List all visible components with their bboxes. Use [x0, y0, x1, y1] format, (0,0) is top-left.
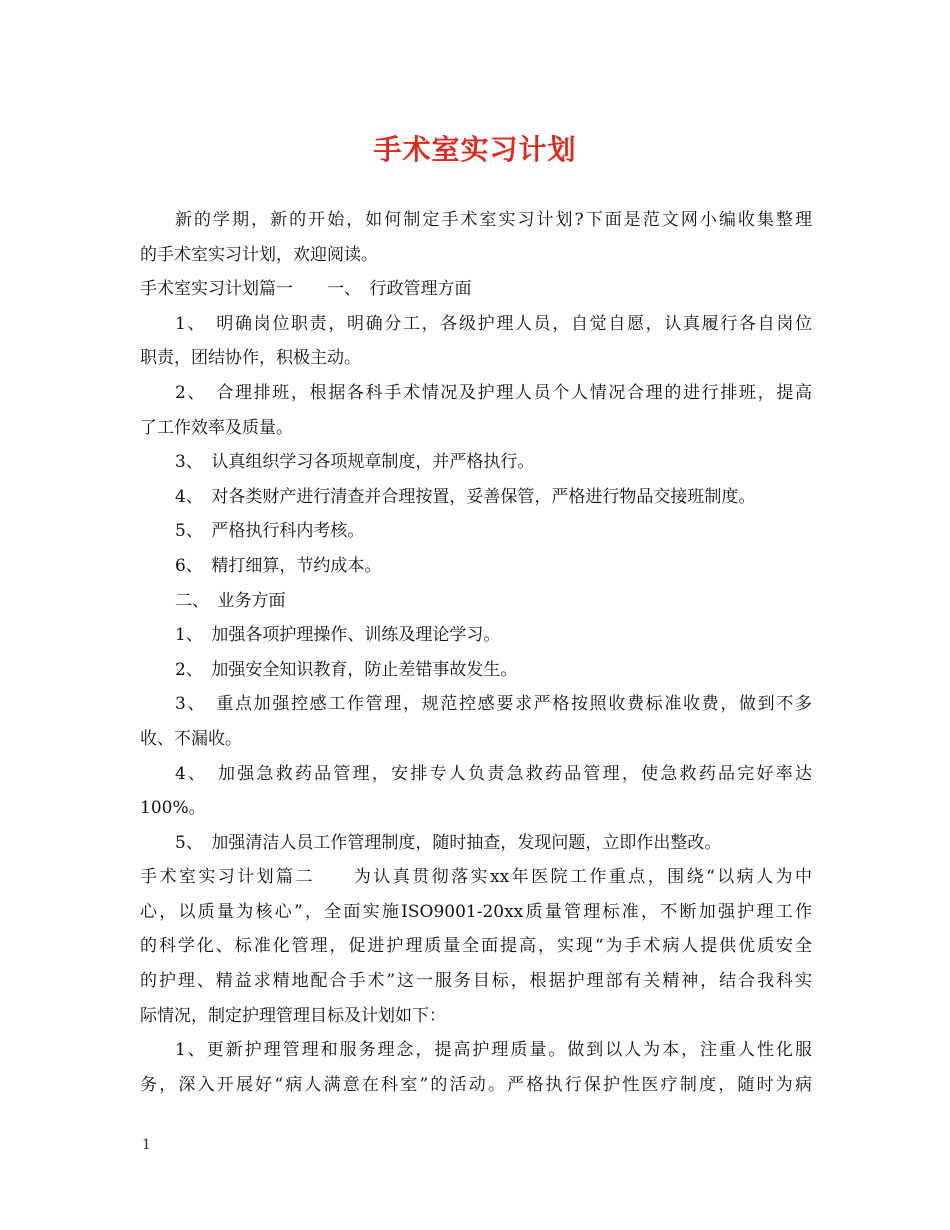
list-item-text: 收、不漏收。	[140, 728, 242, 749]
paragraph-line: 际情况，制定护理管理目标及计划如下：	[140, 1005, 446, 1026]
list-item-text: 1、 加强各项护理操作、训练及理论学习。	[175, 625, 501, 646]
list-item-text: 职责，团结协作，积极主动。	[140, 348, 361, 369]
list-item-text: 2、 加强安全知识教育，防止差错事故发生。	[175, 659, 518, 680]
list-item-text: 3、 重点加强控感工作管理，规范控感要求严格按照收费标准收费，做到不多	[175, 694, 812, 715]
list-item-text: 2、 合理排班，根据各科手术情况及护理人员个人情况合理的进行排班，提高	[175, 382, 812, 403]
page-number: 1	[142, 1137, 151, 1153]
section-heading-3: 手术室实习计划篇二 为认真贯彻落实xx年医院工作重点，围绕“以病人为中	[140, 867, 812, 888]
list-item-text: 4、 加强急救药品管理，安排专人负责急救药品管理，使急救药品完好率达	[175, 763, 812, 784]
list-item-text: 5、 加强清洁人员工作管理制度，随时抽查，发现问题，立即作出整改。	[175, 832, 722, 853]
paragraph-line: 的科学化、标准化管理，促进护理质量全面提高，实现“为手术病人提供优质安全	[140, 936, 812, 957]
section-heading-2: 二、 业务方面	[175, 590, 286, 611]
list-item-text: 6、 精打细算，节约成本。	[175, 555, 382, 576]
document-body	[140, 203, 812, 1102]
paragraph-line: 务，深入开展好“病人满意在科室”的活动。严格执行保护性医疗制度，随时为病	[140, 1074, 812, 1095]
section-heading-1: 手术室实习计划篇一 一、 行政管理方面	[140, 279, 472, 300]
intro-line-1: 新的学期，新的开始，如何制定手术室实习计划?下面是范文网小编收集整理	[175, 210, 812, 230]
list-item-text: 了工作效率及质量。	[140, 417, 293, 438]
paragraph-line: 心，以质量为核心”，全面实施ISO9001-20xx质量管理标准，不断加强护理工作	[140, 901, 812, 922]
list-item-text: 5、 严格执行科内考核。	[175, 521, 365, 542]
paragraph-line: 的护理、精益求精地配合手术”这一服务目标，根据护理部有关精神，结合我科实	[140, 971, 812, 992]
document-title: 手术室实习计划	[373, 133, 577, 166]
intro-line-2: 的手术室实习计划，欢迎阅读。	[140, 244, 378, 265]
list-item-text: 100%。	[140, 798, 206, 819]
list-item-text: 1、 明确岗位职责，明确分工，各级护理人员，自觉自愿，认真履行各自岗位	[175, 313, 812, 334]
paragraph-line: 1、更新护理管理和服务理念，提高护理质量。做到以人为本，注重人性化服	[175, 1040, 812, 1061]
list-item-text: 3、 认真组织学习各项规章制度，并严格执行。	[175, 452, 535, 473]
list-item-text: 4、 对各类财产进行清查并合理按置，妥善保管，严格进行物品交接班制度。	[175, 486, 756, 507]
